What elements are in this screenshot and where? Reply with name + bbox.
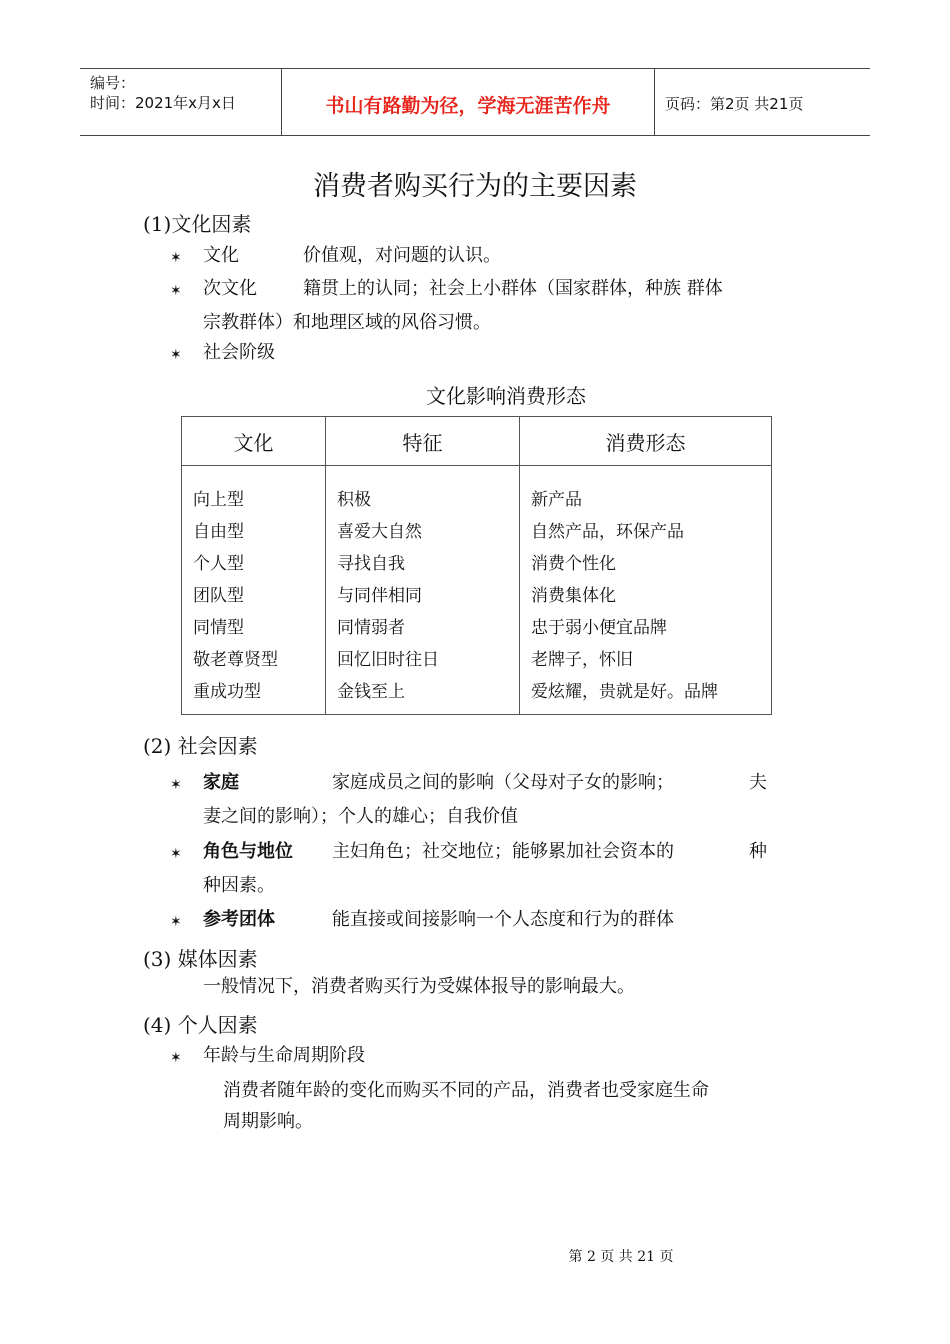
table-cell: 同情型 (193, 618, 244, 638)
table-cell: 爱炫耀，贵就是好。品牌 (531, 682, 718, 702)
table-cell: 老牌子，怀旧 (531, 650, 633, 670)
header-left-cell (90, 73, 236, 113)
header-divider (654, 69, 655, 135)
bullet-description: 主妇角色；社交地位；能够累加社会资本的 (332, 841, 674, 862)
bullet-star-icon: ✶ (170, 1050, 182, 1066)
page-header (80, 68, 870, 136)
bullet-star-icon: ✶ (170, 914, 182, 930)
table-header-consumption: 消费形态 (520, 417, 772, 466)
table-cell: 忠于弱小便宜品牌 (531, 618, 667, 638)
table-cell: 自由型 (193, 522, 244, 542)
table-header-culture: 文化 (182, 417, 326, 466)
bullet-term: 次文化 (203, 278, 257, 299)
bullet-term: 年龄与生命周期阶段 (203, 1045, 365, 1066)
table-cell: 金钱至上 (337, 682, 405, 702)
section-paragraph: 一般情况下，消费者购买行为受媒体报导的影响最大。 (203, 976, 635, 997)
table-cell: 与同伴相同 (337, 586, 422, 606)
table-header-feature: 特征 (326, 417, 520, 466)
table-column-culture (182, 466, 326, 715)
bullet-description-continued: 宗教群体）和地理区域的风俗习惯。 (203, 312, 491, 333)
section-heading-personal: (4) 个人因素 (143, 1013, 258, 1037)
header-motto: 书山有路勤为径，学海无涯苦作舟 (325, 95, 611, 117)
section-heading-social: (2) 社会因素 (143, 734, 258, 758)
bullet-star-icon: ✶ (170, 347, 182, 363)
bullet-term: 参考团体 (203, 909, 275, 930)
table-cell: 回忆旧时往日 (337, 650, 439, 670)
table-cell: 喜爱大自然 (337, 522, 422, 542)
header-page-info: 页码：第2页 共21页 (665, 95, 804, 113)
table-cell: 敬老尊贤型 (193, 650, 278, 670)
bullet-term: 社会阶级 (203, 342, 275, 363)
document-time-label: 时间：2021年x月x日 (90, 94, 236, 112)
table-cell: 新产品 (531, 490, 582, 510)
bullet-description-continued: 种因素。 (203, 875, 275, 896)
bullet-description: 籍贯上的认同；社会上小群体（国家群体，种族 群体 (303, 278, 723, 299)
bullet-star-icon: ✶ (170, 250, 182, 266)
table-column-feature (326, 466, 520, 715)
bullet-star-icon: ✶ (170, 777, 182, 793)
table-cell: 团队型 (193, 586, 244, 606)
bullet-star-icon: ✶ (170, 283, 182, 299)
section-heading-media: (3) 媒体因素 (143, 947, 258, 971)
document-number-label: 编号： (90, 74, 136, 92)
bullet-term: 文化 (203, 245, 239, 266)
table-cell: 自然产品，环保产品 (531, 522, 684, 542)
table-cell: 消费个性化 (531, 554, 616, 574)
table-cell: 积极 (337, 490, 371, 510)
bullet-description: 家庭成员之间的影响（父母对子女的影响； (332, 772, 674, 793)
bullet-description-tail: 夫 (749, 772, 767, 793)
culture-consumption-table (181, 416, 772, 715)
table-cell: 寻找自我 (337, 554, 405, 574)
page-footer: 第 2 页 共 21 页 (568, 1249, 674, 1265)
table-cell: 个人型 (193, 554, 244, 574)
bullet-description-continued: 妻之间的影响）；个人的雄心；自我价值 (203, 806, 518, 827)
table-caption: 文化影响消费形态 (426, 384, 586, 408)
bullet-term: 角色与地位 (203, 841, 293, 862)
bullet-description: 能直接或间接影响一个人态度和行为的群体 (332, 909, 674, 930)
table-cell: 同情弱者 (337, 618, 405, 638)
page-title: 消费者购买行为的主要因素 (313, 171, 637, 202)
table-cell: 重成功型 (193, 682, 261, 702)
bullet-star-icon: ✶ (170, 846, 182, 862)
bullet-description-continued: 周期影响。 (223, 1111, 313, 1132)
table-cell: 消费集体化 (531, 586, 616, 606)
bullet-description: 价值观，对问题的认识。 (303, 245, 501, 266)
section-heading-culture: (1)文化因素 (143, 212, 252, 236)
table-column-consumption (520, 466, 772, 715)
table-cell: 向上型 (193, 490, 244, 510)
bullet-description: 消费者随年龄的变化而购买不同的产品，消费者也受家庭生命 (223, 1080, 709, 1101)
bullet-term: 家庭 (203, 772, 239, 793)
bullet-description-tail: 种 (749, 841, 767, 862)
